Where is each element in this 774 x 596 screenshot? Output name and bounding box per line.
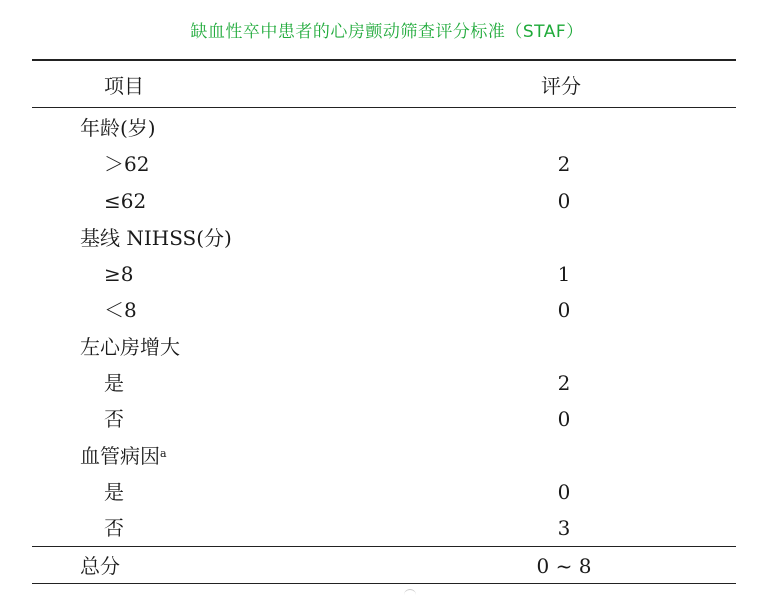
- header-rule: [32, 107, 736, 108]
- sub-score: 2: [557, 371, 571, 395]
- sub-score: 3: [557, 516, 571, 540]
- sub-label: ≥8: [104, 262, 134, 286]
- bottom-rule: [32, 583, 736, 584]
- sub-score: 0: [557, 407, 571, 431]
- sub-score: 0: [557, 189, 571, 213]
- total-rule: [32, 546, 736, 547]
- sub-score: 0: [557, 480, 571, 504]
- group-label-age: 年龄(岁): [80, 116, 156, 140]
- sub-label: 否: [104, 407, 124, 431]
- header-score: 评分: [541, 74, 581, 98]
- sub-score: 0: [557, 298, 571, 322]
- scroll-hint-mark: [404, 589, 416, 596]
- header-item: 项目: [104, 74, 144, 98]
- group-label-text: 血管病因: [80, 444, 160, 468]
- sub-score: 2: [557, 152, 571, 176]
- sub-score: 1: [557, 262, 571, 286]
- sub-label: ＜8: [104, 298, 137, 322]
- sub-label: ＞62: [104, 152, 150, 176]
- group-label-vascular-cause: [80, 444, 167, 468]
- group-label-nihss: 基线 NIHSS(分): [80, 226, 232, 250]
- total-label: 总分: [80, 554, 120, 578]
- table-title: 缺血性卒中患者的心房颤动筛查评分标准（STAF）: [190, 22, 584, 42]
- sub-label: 是: [104, 480, 124, 504]
- top-rule: [32, 59, 736, 61]
- footnote-marker: a: [160, 447, 167, 460]
- group-label-left-atrium: 左心房增大: [80, 335, 180, 359]
- sub-label: 否: [104, 516, 124, 540]
- sub-label: ≤62: [104, 189, 147, 213]
- total-score: 0 ~ 8: [536, 554, 592, 578]
- sub-label: 是: [104, 371, 124, 395]
